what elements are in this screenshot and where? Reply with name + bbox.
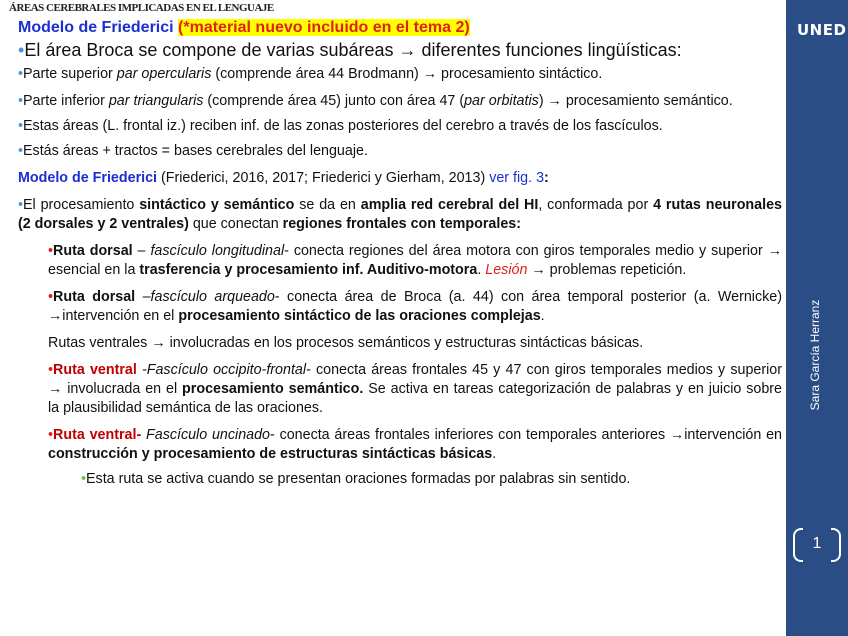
- text: intervención en el: [62, 308, 179, 324]
- text-bold: regiones frontales con temporales:: [282, 216, 521, 232]
- text: .: [492, 446, 497, 462]
- text: Parte inferior: [23, 93, 109, 109]
- bullet-icon: •: [18, 143, 24, 159]
- text-bold: construcción y procesamiento de estructuras sintácticas básicas: [48, 446, 493, 462]
- route-label: Ruta dorsal: [53, 243, 133, 259]
- text-italic: par orbitatis: [464, 93, 539, 109]
- text: :: [544, 170, 549, 186]
- bracket-right-icon: [831, 528, 841, 562]
- bullet-icon: •: [81, 471, 87, 487]
- text: problemas repetición.: [545, 262, 687, 278]
- text: - conecta áreas frontales 45 y 47 con giros temporales medios y superior: [306, 362, 782, 378]
- text-italic: par triangularis: [108, 93, 204, 109]
- author-text: Sara García Herranz: [808, 299, 822, 411]
- route-label: Ruta ventral-: [53, 427, 142, 443]
- main-heading: [18, 18, 782, 38]
- arrow-icon: →: [531, 262, 546, 278]
- bullet-icon: •: [18, 40, 25, 60]
- text: Rutas ventrales: [48, 335, 152, 351]
- model-refs: (Friederici, 2016, 2017; Friederici y Gierham, 2013): [157, 170, 490, 186]
- heading-title: Modelo de Friederici: [18, 19, 174, 36]
- route-dorsal-1: [48, 242, 782, 280]
- uned-logo: UNED: [797, 21, 847, 39]
- text: Estás áreas + tractos = bases cerebrales del lenguaje.: [23, 143, 368, 159]
- bullet-icon: •: [18, 118, 24, 134]
- text-italic: -Fascículo occipito-frontal: [136, 362, 307, 378]
- bullet-icon: •: [18, 197, 24, 213]
- text-bold: amplia red cerebral del HI: [360, 197, 539, 213]
- text: El procesamiento: [23, 197, 140, 213]
- text-bold: 4 rutas neuronales (2 dorsales y 2 ventrales): [18, 197, 782, 232]
- page-number: [791, 526, 843, 562]
- route-ventral-2: [48, 426, 782, 464]
- broca-intro-a: El área Broca se compone de varias subáreas: [24, 40, 394, 60]
- arrow-icon: →: [48, 381, 63, 397]
- page-number-text: 1: [812, 535, 822, 552]
- broca-item-3: [18, 117, 782, 136]
- text: - conecta área de Broca (a. 44) con área temporal posterior (a. Wernicke): [274, 289, 782, 305]
- arrow-icon: →: [48, 308, 63, 324]
- text: .: [477, 262, 486, 278]
- bullet-icon: •: [48, 362, 54, 378]
- text: involucradas en los procesos semánticos y estructuras sintácticas básicas.: [165, 335, 644, 351]
- arrow-icon: →: [669, 427, 685, 443]
- text: , conformada por: [538, 197, 654, 213]
- slide-content: [18, 18, 782, 489]
- arrow-icon: →: [547, 93, 562, 109]
- text: Se activa en tareas categorización de palabras y en juicio sobre la plausibilidad semántica de las oraciones.: [48, 381, 783, 416]
- heading-note: (*material nuevo incluido en el tema 2): [178, 19, 470, 36]
- model-heading: [18, 169, 782, 188]
- figure-link[interactable]: ver fig. 3: [489, 170, 545, 186]
- broca-item-4: [18, 142, 782, 161]
- bracket-left-icon: [793, 528, 803, 562]
- routes-ventral-summary: [48, 334, 782, 353]
- arrow-icon: →: [422, 66, 438, 82]
- broca-intro-b: diferentes funciones lingüísticas:: [416, 40, 682, 60]
- lesion-label: Lesión: [485, 262, 528, 278]
- route-ventral-1: [48, 361, 782, 418]
- bullet-icon: •: [18, 66, 24, 82]
- text: esencial en la: [48, 262, 140, 278]
- route-dorsal-2: [48, 288, 782, 326]
- text-italic: –fascículo arqueado: [135, 289, 275, 305]
- text: que conectan: [188, 216, 283, 232]
- slide-section-title: ÁREAS CEREBRALES IMPLICADAS EN EL LENGUAJE: [9, 2, 274, 14]
- text-bold: sintáctico y semántico: [139, 197, 295, 213]
- text-italic: fascículo longitudinal: [150, 243, 285, 259]
- model-paragraph: [18, 196, 782, 234]
- text-italic: par opercularis: [116, 66, 212, 82]
- text: Parte superior: [23, 66, 117, 82]
- arrow-icon: →: [767, 243, 782, 259]
- text-bold: procesamiento semántico.: [182, 381, 364, 397]
- text: Estas áreas (L. frontal iz.) reciben inf. de las zonas posteriores del cerebro a través de los fascículos.: [23, 118, 663, 134]
- bullet-icon: •: [48, 427, 54, 443]
- text: (comprende área 45) junto con área 47 (: [203, 93, 465, 109]
- route-label: Ruta dorsal: [53, 289, 136, 305]
- text-bold: trasferencia y procesamiento inf. Auditivo-motora: [139, 262, 478, 278]
- broca-item-2: [18, 92, 782, 111]
- text: procesamiento semántico.: [561, 93, 733, 109]
- bullet-icon: •: [18, 93, 24, 109]
- text-italic: Fascículo uncinado: [141, 427, 271, 443]
- route-label: Ruta ventral: [53, 362, 137, 378]
- model-title: Modelo de Friederici: [18, 170, 158, 186]
- arrow-icon: →: [398, 40, 417, 60]
- text: involucrada en el: [62, 381, 183, 397]
- text: ): [538, 93, 548, 109]
- text: - conecta regiones del área motora con giros temporales medio y superior: [284, 243, 768, 259]
- text: (comprende área 44 Brodmann): [211, 66, 423, 82]
- text: –: [132, 243, 151, 259]
- bullet-icon: •: [48, 289, 54, 305]
- text: - conecta áreas frontales inferiores con temporales anteriores: [270, 427, 670, 443]
- route-ventral-2-sub: [81, 470, 782, 489]
- text: se da en: [294, 197, 361, 213]
- bullet-icon: •: [48, 243, 54, 259]
- text-bold: procesamiento sintáctico de las oraciones complejas: [178, 308, 541, 324]
- arrow-icon: →: [151, 335, 166, 351]
- broca-intro: [18, 39, 782, 62]
- broca-item-1: [18, 65, 782, 84]
- text: procesamiento sintáctico.: [437, 66, 603, 82]
- text: .: [540, 308, 545, 324]
- text: Esta ruta se activa cuando se presentan oraciones formadas por palabras sin sentido.: [86, 471, 631, 487]
- text: intervención en: [684, 427, 782, 443]
